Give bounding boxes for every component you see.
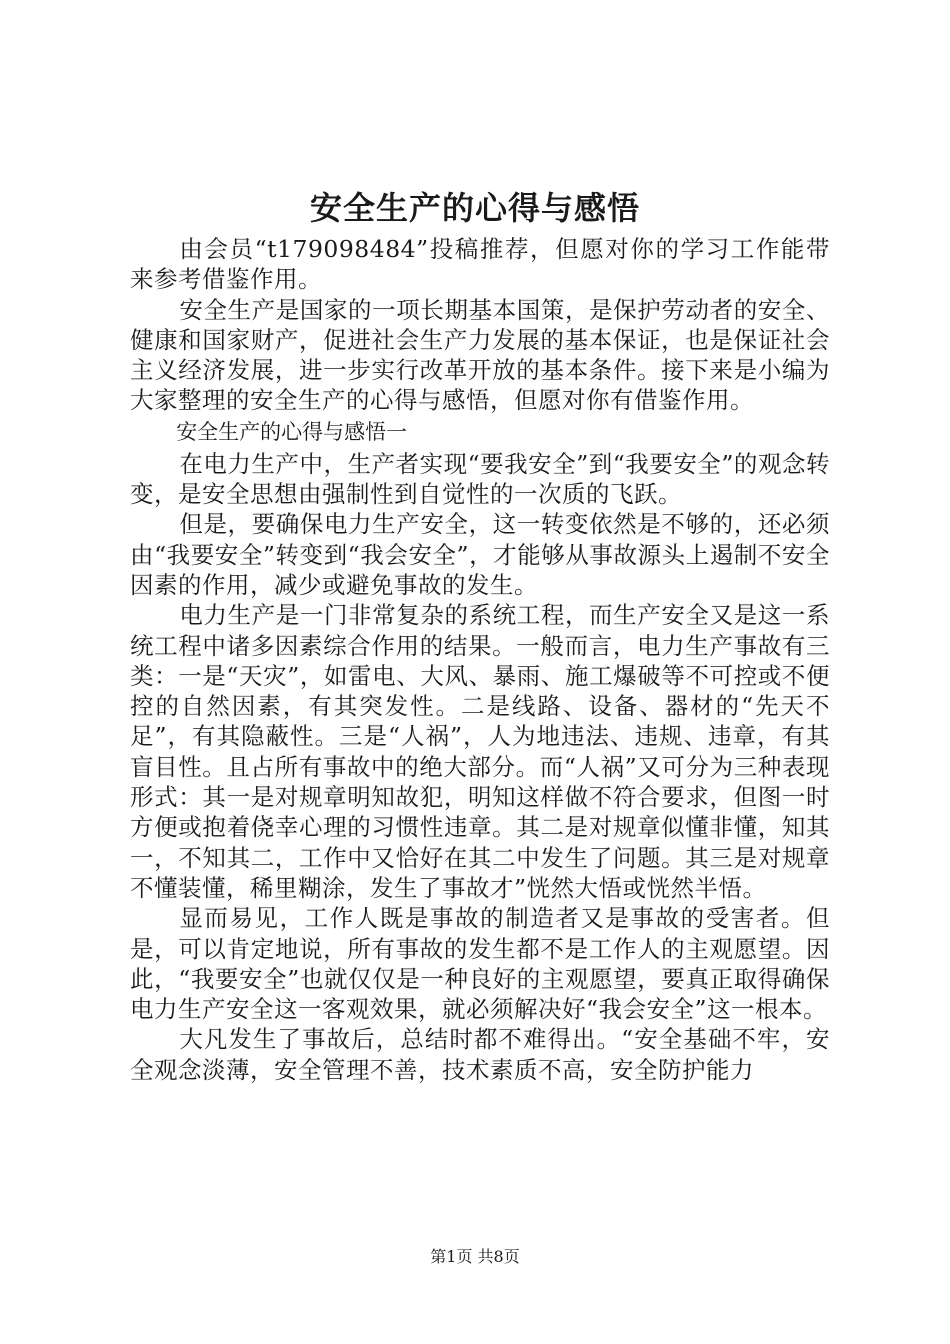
paragraph-overview: 安全生产是国家的一项长期基本国策，是保护劳动者的安全、健康和国家财产，促进社会生产力发展的基本保证，也是保证社会主义经济发展，进一步实行改革开放的基本条件。接下来是小编为大家整理的安全生产的心得与感悟，但愿对你有借鉴作用。 (130, 295, 830, 415)
page-footer: 第1页 共8页 (430, 1247, 520, 1266)
paragraph-intro: 由会员“t179098484”投稿推荐，但愿对你的学习工作能带来参考借鉴作用。 (130, 235, 830, 294)
paragraph: 电力生产是一门非常复杂的系统工程，而生产安全又是这一系统工程中诸多因素综合作用的结果。一般而言，电力生产事故有三类：一是“天灾”，如雷电、大风、暴雨、施工爆破等不可控或不便控的自然因素，有其突发性。二是线路、设备、器材的“先天不足”，有其隐蔽性。三是“人祸”，人为地违法、违规、违章，有其盲目性。且占所有事故中的绝大部分。而“人祸”又可分为三种表现形式：其一是对规章明知故犯，明知这样做不符合要求，但图一时方便或抱着侥幸心理的习惯性违章。其二是对规章似懂非懂，知其一，不知其二，工作中又恰好在其二中发生了问题。其三是对规章不懂装懂，稀里糊涂，发生了事故才”恍然大悟或恍然半悟。 (130, 601, 830, 902)
paragraph: 大凡发生了事故后，总结时都不难得出。“安全基础不牢，安全观念淡薄，安全管理不善，技术素质不高，安全防护能力 (130, 1025, 830, 1084)
paragraph: 在电力生产中，生产者实现“要我安全”到“我要安全”的观念转变，是安全思想由强制性到自觉性的一次质的飞跃。 (130, 449, 830, 509)
paragraph: 显而易见，工作人既是事故的制造者又是事故的受害者。但是，可以肯定地说，所有事故的发生都不是工作人的主观愿望。因此，“我要安全”也就仅仅是一种良好的主观愿望，要真正取得确保电力生产安全这一客观效果，就必须解决好“我会安全”这一根本。 (130, 904, 830, 1024)
document-body (130, 234, 830, 1085)
section-heading: 安全生产的心得与感悟一 (176, 419, 408, 444)
paragraph: 但是，要确保电力生产安全，这一转变依然是不够的，还必须由“我要安全”转变到“我会安全”，才能够从事故源头上遏制不安全因素的作用，减少或避免事故的发生。 (130, 510, 830, 599)
document-title: 安全生产的心得与感悟 (309, 189, 640, 227)
